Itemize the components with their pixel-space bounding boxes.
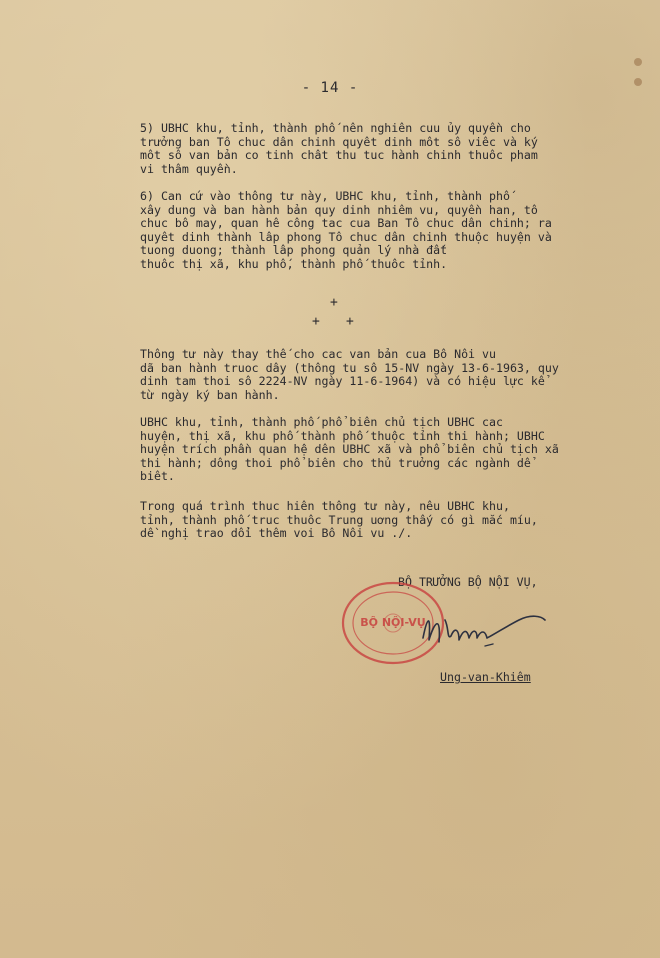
paragraph-replacement: Thông tư này thay thế cho cac van bản cua Bô Nôi vu dã ban hành truoc dây (thông tu sô 15-NV ngày 13-6-1963, quy dinh tam thoi sô 2224-NV ngày 11-6-1964) và có hiệu lực kể từ ngày ký ban hành.: [140, 347, 559, 402]
paragraph-6: 6) Can cứ vào thông tư này, UBHC khu, tỉnh, thành phố xây dung và ban hành bản quy dinh nhiêm vu, quyền han, tô chuc bô may, quan hê công tac cua Ban Tô chuc dân chinh; ra quyêt dinh thành lâp phong Tô chuc dân chinh thuộc huyện và tuong duong; thành lâp phong quản lý nhà đất thuôc thị xã, khu phố, thành phố thuôc tỉnh.: [140, 189, 552, 271]
stamp-text: BỘ NỘI-VỤ: [360, 616, 426, 629]
paper-stain: [634, 58, 642, 66]
paragraph-dissemination: UBHC khu, tỉnh, thành phố phổ biên chủ tịch UBHC cac huyện, thị xã, khu phố thành phố thuộc tỉnh thi hành; UBHC huyện trích phần quan hệ dên UBHC xã và phổ biên chủ tịch xã thi hành; dông thoi phổ biên cho thủ truởng các ngành dể biêt.: [140, 415, 559, 483]
separator-mark: +: [330, 295, 338, 310]
handwritten-signature: [415, 600, 555, 660]
separator-mark: +: [346, 314, 354, 329]
signatory-title: BỘ TRƯỞNG BỘ NỘI VỤ,: [398, 575, 538, 589]
paragraph-5: 5) UBHC khu, tỉnh, thành phố nên nghiên cuu ủy quyền cho trưởng ban Tô chuc dân chinh quyêt dinh môt sô viêc và ký môt sô van bản co tinh chât thu tuc hành chinh thuôc pham vi thâm quyền.: [140, 121, 538, 176]
separator-mark: +: [312, 314, 320, 329]
signer-name: Ung-van-Khiêm: [440, 670, 531, 684]
page-number: - 14 -: [301, 80, 359, 96]
paragraph-feedback: Trong quá trình thuc hiên thông tư này, nêu UBHC khu, tỉnh, thành phố truc thuôc Trung uơng thấy có gì mắc míu, dề nghị trao dổi thêm voi Bô Nôi vu ./.: [140, 499, 538, 540]
